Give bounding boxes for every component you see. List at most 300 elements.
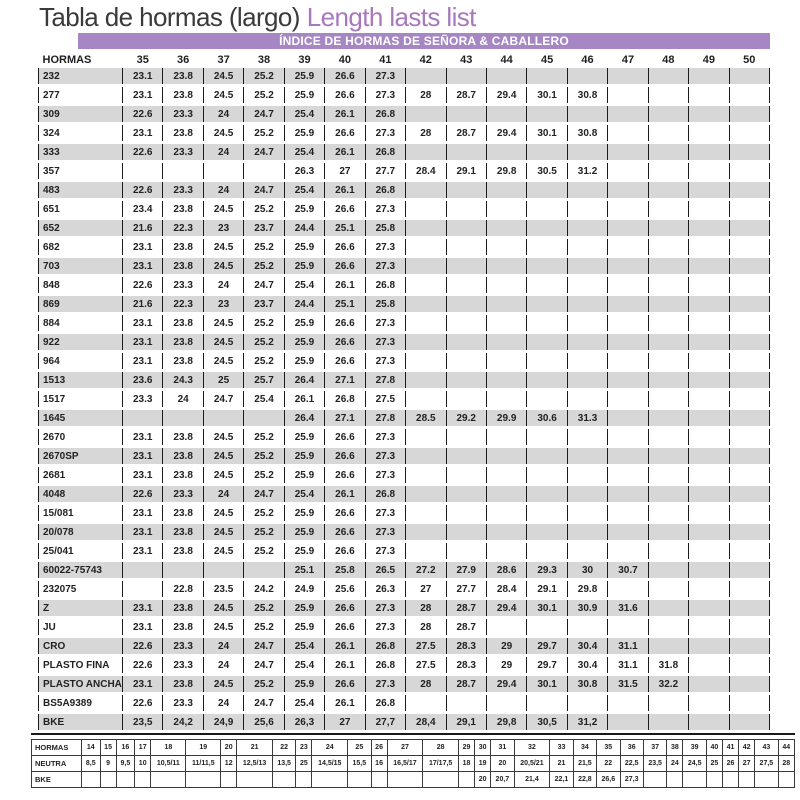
length-value: 23.8 <box>163 314 203 333</box>
length-value <box>648 485 688 504</box>
length-value: 25.4 <box>284 485 324 504</box>
length-value: 30.4 <box>567 637 607 656</box>
length-value <box>689 561 729 580</box>
main-col-header-size: 39 <box>298 54 311 66</box>
length-value: 23.8 <box>163 200 203 219</box>
length-value: 23.8 <box>163 352 203 371</box>
main-col-header-size: 41 <box>379 54 392 66</box>
main-col-header-size: 46 <box>581 54 594 66</box>
table-row <box>39 238 770 257</box>
length-value: 27.3 <box>365 428 405 447</box>
length-value <box>689 86 729 105</box>
main-col-header-size: 49 <box>702 54 715 66</box>
horma-label: 277 <box>39 86 123 105</box>
length-value <box>567 143 607 162</box>
length-value <box>446 333 486 352</box>
length-value: 24 <box>163 390 203 409</box>
length-value: 23.3 <box>123 390 163 409</box>
bottom-value <box>643 772 666 788</box>
length-value <box>486 276 526 295</box>
main-col-header-hormas: HORMAS <box>42 54 92 66</box>
length-value: 23.1 <box>123 352 163 371</box>
length-value: 25.9 <box>284 86 324 105</box>
bottom-value: 12 <box>221 756 237 772</box>
length-value: 23.3 <box>163 656 203 675</box>
length-value: 27.7 <box>446 580 486 599</box>
length-value: 27.3 <box>365 238 405 257</box>
length-value <box>648 68 688 86</box>
length-value <box>446 314 486 333</box>
horma-label: 964 <box>39 352 123 371</box>
length-value: 26.6 <box>325 333 365 352</box>
length-value <box>729 580 769 599</box>
length-value <box>608 181 648 200</box>
horma-label: 1645 <box>39 409 123 428</box>
length-value <box>729 466 769 485</box>
length-value: 26.6 <box>325 523 365 542</box>
length-value: 25.1 <box>284 561 324 580</box>
length-value: 27.5 <box>406 637 446 656</box>
length-value: 24,2 <box>163 713 203 732</box>
length-value <box>608 200 648 219</box>
length-value: 23.4 <box>123 200 163 219</box>
length-value <box>486 181 526 200</box>
length-value: 24.5 <box>203 466 243 485</box>
length-value <box>567 618 607 637</box>
length-value: 26.6 <box>325 352 365 371</box>
bottom-value: 15 <box>100 740 116 756</box>
length-value: 31.6 <box>608 599 648 618</box>
length-value <box>446 68 486 86</box>
length-value: 27.3 <box>365 68 405 86</box>
length-value <box>567 276 607 295</box>
length-value: 25.9 <box>284 504 324 523</box>
length-value <box>648 200 688 219</box>
length-value <box>527 333 567 352</box>
length-value: 23.8 <box>163 675 203 694</box>
length-value: 31.1 <box>608 637 648 656</box>
table-row <box>39 352 770 371</box>
length-value: 24 <box>203 656 243 675</box>
length-value <box>689 352 729 371</box>
length-value: 24.5 <box>203 523 243 542</box>
table-row <box>39 295 770 314</box>
main-col-header-size: 44 <box>500 54 513 66</box>
length-value: 29.8 <box>567 580 607 599</box>
length-value: 28 <box>406 124 446 143</box>
horma-label: 324 <box>39 124 123 143</box>
length-value <box>689 181 729 200</box>
length-value <box>486 447 526 466</box>
table-row <box>39 390 770 409</box>
length-value <box>729 105 769 124</box>
length-value <box>648 409 688 428</box>
bottom-value <box>755 772 778 788</box>
length-value <box>486 542 526 561</box>
table-row <box>39 200 770 219</box>
length-value <box>689 542 729 561</box>
length-value: 23.1 <box>123 124 163 143</box>
length-value <box>608 352 648 371</box>
bottom-value: 21,5 <box>573 756 596 772</box>
length-value: 27.3 <box>365 314 405 333</box>
length-value <box>527 523 567 542</box>
length-value <box>446 352 486 371</box>
length-value: 25.9 <box>284 238 324 257</box>
length-value <box>608 694 648 713</box>
length-value <box>567 200 607 219</box>
length-value <box>527 466 567 485</box>
length-value: 27.3 <box>365 257 405 276</box>
length-value: 25.9 <box>284 428 324 447</box>
length-value: 29.4 <box>486 599 526 618</box>
length-value <box>446 181 486 200</box>
table-row <box>39 162 770 181</box>
bottom-value: 35 <box>597 740 620 756</box>
length-value <box>729 523 769 542</box>
bottom-value <box>706 772 722 788</box>
length-value <box>648 599 688 618</box>
bottom-value: 20 <box>491 756 514 772</box>
horma-label: 703 <box>39 257 123 276</box>
length-value: 22.8 <box>163 580 203 599</box>
length-value: 23.1 <box>123 523 163 542</box>
length-value: 26.8 <box>325 390 365 409</box>
table-row <box>39 314 770 333</box>
length-value <box>689 371 729 390</box>
length-value: 29.4 <box>486 86 526 105</box>
length-value: 25.2 <box>244 447 284 466</box>
table-row <box>39 181 770 200</box>
length-value: 24.4 <box>284 295 324 314</box>
length-value: 25.9 <box>284 675 324 694</box>
bottom-value: 22 <box>597 756 620 772</box>
bottom-value: 10 <box>135 756 151 772</box>
bottom-value: 19 <box>186 740 221 756</box>
length-value <box>446 694 486 713</box>
length-value: 28.7 <box>446 124 486 143</box>
length-value <box>446 295 486 314</box>
bottom-value: 31 <box>491 740 514 756</box>
length-value <box>406 466 446 485</box>
length-value: 29.1 <box>446 162 486 181</box>
length-value <box>406 68 446 86</box>
length-value: 23.8 <box>163 68 203 86</box>
length-value <box>486 238 526 257</box>
length-value <box>446 371 486 390</box>
length-value: 30.7 <box>608 561 648 580</box>
length-value: 23.8 <box>163 504 203 523</box>
length-value: 25.2 <box>244 352 284 371</box>
length-value: 26.4 <box>284 371 324 390</box>
horma-label: 60022-75743 <box>39 561 123 580</box>
length-value: 26.1 <box>325 656 365 675</box>
horma-label: 483 <box>39 181 123 200</box>
bottom-value: 22,8 <box>573 772 596 788</box>
length-value: 26.6 <box>325 68 365 86</box>
length-value: 25.2 <box>244 466 284 485</box>
length-value <box>729 162 769 181</box>
bottom-value: 25 <box>296 756 312 772</box>
bottom-value: 16 <box>116 740 135 756</box>
length-value: 28.7 <box>446 599 486 618</box>
length-value: 23.8 <box>163 428 203 447</box>
bottom-value: 43 <box>755 740 778 756</box>
length-value: 23.3 <box>163 276 203 295</box>
length-value <box>608 466 648 485</box>
bottom-value: 14,5/15 <box>312 756 348 772</box>
length-value: 26.8 <box>365 181 405 200</box>
length-value: 26.6 <box>325 124 365 143</box>
length-value <box>486 314 526 333</box>
length-value <box>406 143 446 162</box>
length-value <box>446 542 486 561</box>
length-value <box>527 447 567 466</box>
length-value: 22.3 <box>163 219 203 238</box>
title-spanish: Tabla de hormas (largo) <box>39 2 300 32</box>
length-value: 23.3 <box>163 105 203 124</box>
length-value: 27.3 <box>365 599 405 618</box>
length-value <box>486 295 526 314</box>
length-value: 31,2 <box>567 713 607 732</box>
length-value <box>648 504 688 523</box>
length-value: 25.4 <box>284 143 324 162</box>
length-value: 23.1 <box>123 599 163 618</box>
length-value: 27.1 <box>325 371 365 390</box>
title-english: Length lasts list <box>306 2 476 32</box>
length-value <box>446 485 486 504</box>
bottom-value <box>151 772 186 788</box>
length-value <box>608 257 648 276</box>
bottom-value <box>221 772 237 788</box>
length-value <box>729 314 769 333</box>
horma-label: PLASTO FINA <box>39 656 123 675</box>
length-value <box>486 68 526 86</box>
length-value <box>567 181 607 200</box>
length-value: 25.9 <box>284 333 324 352</box>
length-value: 27,7 <box>365 713 405 732</box>
length-value <box>406 257 446 276</box>
length-value <box>527 68 567 86</box>
bottom-value <box>272 772 295 788</box>
length-value <box>567 352 607 371</box>
main-col-header-size: 50 <box>743 54 756 66</box>
bottom-value: 13,5 <box>272 756 295 772</box>
length-value: 24.7 <box>244 485 284 504</box>
horma-label: 20/078 <box>39 523 123 542</box>
length-value: 23.6 <box>123 371 163 390</box>
length-value: 26.6 <box>325 599 365 618</box>
length-value: 22.3 <box>163 295 203 314</box>
length-value: 23.3 <box>163 143 203 162</box>
length-value <box>446 200 486 219</box>
table-row <box>39 219 770 238</box>
length-value: 25.9 <box>284 599 324 618</box>
length-value <box>567 390 607 409</box>
bottom-value <box>458 772 474 788</box>
length-value <box>608 485 648 504</box>
length-value <box>729 561 769 580</box>
length-value: 27.7 <box>365 162 405 181</box>
length-value: 24.5 <box>203 200 243 219</box>
length-value: 24.5 <box>203 124 243 143</box>
length-value <box>486 333 526 352</box>
bottom-value <box>423 772 459 788</box>
bottom-value <box>100 772 116 788</box>
length-value <box>486 694 526 713</box>
length-value <box>567 447 607 466</box>
length-value: 24.5 <box>203 428 243 447</box>
length-value <box>406 200 446 219</box>
length-value: 26.4 <box>284 409 324 428</box>
length-value <box>608 162 648 181</box>
length-value <box>567 694 607 713</box>
length-value: 26.1 <box>325 105 365 124</box>
length-value: 26.1 <box>325 143 365 162</box>
length-value: 25.2 <box>244 618 284 637</box>
length-value: 23.8 <box>163 542 203 561</box>
length-value <box>527 143 567 162</box>
length-value: 29.4 <box>486 675 526 694</box>
main-col-header-size: 43 <box>460 54 473 66</box>
length-value <box>446 428 486 447</box>
length-value <box>608 504 648 523</box>
length-value: 27.5 <box>406 656 446 675</box>
bottom-value: 33 <box>550 740 573 756</box>
bottom-value <box>135 772 151 788</box>
length-value <box>567 485 607 504</box>
length-value: 27.8 <box>365 371 405 390</box>
length-value: 23.1 <box>123 675 163 694</box>
length-value <box>729 542 769 561</box>
bottom-value <box>186 772 221 788</box>
bottom-value: 20 <box>221 740 237 756</box>
length-value: 29.4 <box>486 124 526 143</box>
horma-label: 1517 <box>39 390 123 409</box>
length-value <box>608 447 648 466</box>
length-value <box>689 485 729 504</box>
length-value: 24.5 <box>203 447 243 466</box>
length-value: 23.1 <box>123 542 163 561</box>
length-value <box>486 219 526 238</box>
length-value: 28.6 <box>486 561 526 580</box>
length-value <box>648 352 688 371</box>
length-value <box>446 238 486 257</box>
bottom-value: 24,5 <box>683 756 706 772</box>
bottom-value: 37 <box>643 740 666 756</box>
length-value <box>729 124 769 143</box>
bottom-value: 20,5/21 <box>514 756 550 772</box>
length-value: 25.7 <box>244 371 284 390</box>
length-value <box>729 276 769 295</box>
bottom-value <box>667 772 683 788</box>
length-value <box>689 314 729 333</box>
horma-label: 2681 <box>39 466 123 485</box>
length-value <box>729 409 769 428</box>
bottom-value: 19 <box>475 756 491 772</box>
length-value <box>608 542 648 561</box>
table-row <box>32 740 795 756</box>
length-value <box>729 86 769 105</box>
length-value: 25.2 <box>244 124 284 143</box>
bottom-value: 24 <box>667 756 683 772</box>
length-value: 28.7 <box>446 86 486 105</box>
bottom-value: 22,5 <box>620 756 643 772</box>
length-value: 23.8 <box>163 618 203 637</box>
length-value <box>527 257 567 276</box>
length-value <box>648 219 688 238</box>
length-value <box>406 485 446 504</box>
length-value <box>608 580 648 599</box>
length-value: 28,4 <box>406 713 446 732</box>
length-value <box>729 295 769 314</box>
length-value: 25.1 <box>325 295 365 314</box>
table-row <box>39 485 770 504</box>
length-value: 26.8 <box>365 276 405 295</box>
length-value <box>446 466 486 485</box>
length-value: 27.3 <box>365 333 405 352</box>
length-value: 29.2 <box>446 409 486 428</box>
horma-label: 1513 <box>39 371 123 390</box>
bottom-row-label: BKE <box>32 772 82 788</box>
bottom-value: 21 <box>237 740 273 756</box>
length-value <box>527 314 567 333</box>
bottom-value: 42 <box>739 740 755 756</box>
length-value <box>648 618 688 637</box>
length-value <box>689 219 729 238</box>
length-value <box>486 618 526 637</box>
page-title <box>39 2 476 32</box>
length-value <box>486 485 526 504</box>
length-value: 25.9 <box>284 124 324 143</box>
bottom-value <box>312 772 348 788</box>
length-value: 24.7 <box>244 656 284 675</box>
length-value <box>689 105 729 124</box>
length-value: 26.6 <box>325 86 365 105</box>
bottom-value: 21 <box>550 756 573 772</box>
length-value: 28.3 <box>446 656 486 675</box>
table-row <box>39 694 770 713</box>
bottom-value: 44 <box>778 740 794 756</box>
length-value <box>689 466 729 485</box>
horma-label: 848 <box>39 276 123 295</box>
bottom-value: 24 <box>312 740 348 756</box>
length-value: 23.1 <box>123 68 163 86</box>
section-divider <box>31 733 795 735</box>
bottom-value <box>82 772 101 788</box>
bottom-value: 29 <box>458 740 474 756</box>
length-value <box>729 200 769 219</box>
length-value <box>527 238 567 257</box>
length-value: 24.5 <box>203 542 243 561</box>
length-value: 31.2 <box>567 162 607 181</box>
length-value: 24 <box>203 105 243 124</box>
length-value <box>486 105 526 124</box>
length-value: 26.6 <box>325 428 365 447</box>
length-value <box>486 504 526 523</box>
bottom-value: 11/11,5 <box>186 756 221 772</box>
length-value <box>729 713 769 732</box>
length-value <box>527 390 567 409</box>
length-value <box>486 143 526 162</box>
length-value: 30.8 <box>567 675 607 694</box>
length-value: 27.3 <box>365 542 405 561</box>
length-value <box>729 68 769 86</box>
bottom-value: 30 <box>475 740 491 756</box>
hormas-neutra-bke-table <box>31 739 795 788</box>
length-value <box>486 466 526 485</box>
length-value <box>486 428 526 447</box>
